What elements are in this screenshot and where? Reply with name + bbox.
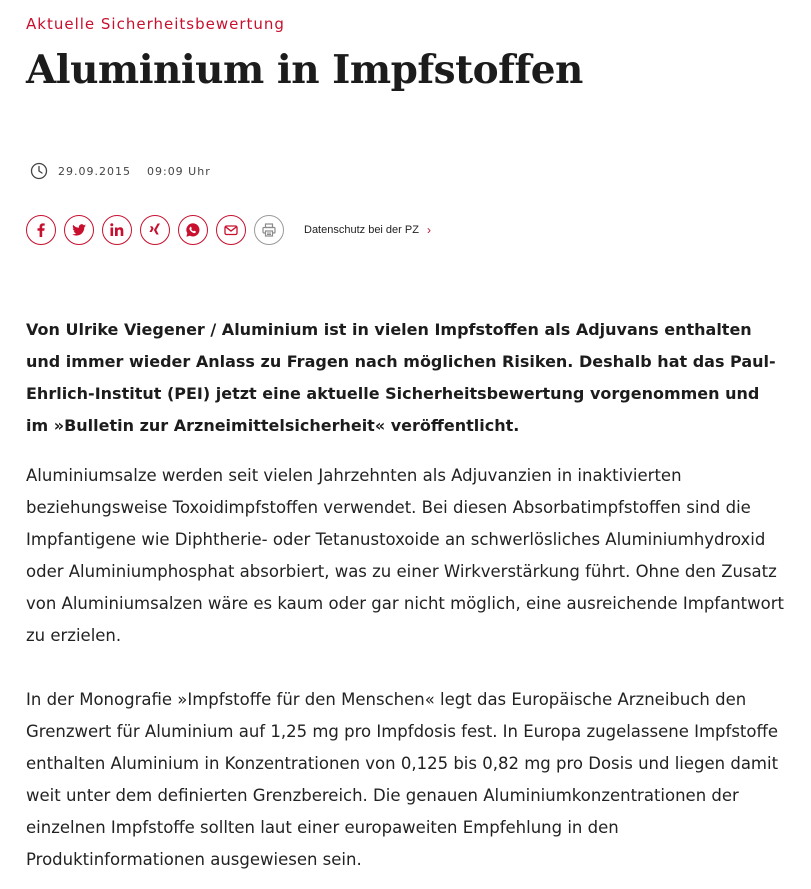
share-twitter-button[interactable] xyxy=(64,215,94,245)
share-whatsapp-button[interactable] xyxy=(178,215,208,245)
privacy-link-label: Datenschutz bei der PZ xyxy=(304,224,419,236)
linkedin-icon xyxy=(109,222,125,238)
article-kicker: Aktuelle Sicherheitsbewertung xyxy=(26,15,285,33)
share-linkedin-button[interactable] xyxy=(102,215,132,245)
share-facebook-button[interactable] xyxy=(26,215,56,245)
clock-icon xyxy=(30,162,48,180)
share-mail-button[interactable] xyxy=(216,215,246,245)
whatsapp-icon xyxy=(185,222,201,238)
article-dateline xyxy=(30,162,211,180)
article-paragraph: In der Monografie »Impfstoffe für den Menschen« legt das Europäische Arzneibuch den Grenzwert für Aluminium auf 1,25 mg pro Impfdosis fest. In Europa zugelassene Impfstoffe enthalten Aluminium in Konzentrationen von 0,125 bis 0,82 mg pro Dosis und liegen damit weit unter dem definierten Grenzbereich. Die genauen Aluminiumkonzentrationen der einzelnen Impfstoffe sollten laut einer europaweiten Empfehlung in den Produktinformationen ausgewiesen sein. xyxy=(26,690,779,869)
chevron-right-icon: › xyxy=(426,223,431,237)
xing-icon xyxy=(147,222,163,238)
article-lead: Von Ulrike Viegener / Aluminium ist in vielen Impfstoffen als Adjuvans enthalten und immer wieder Anlass zu Fragen nach möglichen Risiken. Deshalb hat das Paul-Ehrlich-Institut (PEI) jetzt eine aktuelle Sicherheitsbewertung vorgenommen und im »Bulletin zur Arzneimittelsicherheit« veröffentlicht. xyxy=(26,320,776,435)
twitter-icon xyxy=(71,222,87,238)
share-bar xyxy=(26,215,431,245)
share-xing-button[interactable] xyxy=(140,215,170,245)
publish-date: 29.09.2015 xyxy=(58,164,131,178)
print-icon xyxy=(261,222,277,238)
article-title: Aluminium in Impfstoffen xyxy=(26,47,583,93)
publish-time: 09:09 Uhr xyxy=(146,164,211,178)
facebook-icon xyxy=(33,222,49,238)
mail-icon xyxy=(223,222,239,238)
privacy-link[interactable] xyxy=(304,223,431,237)
print-button[interactable] xyxy=(254,215,284,245)
article-paragraph: Aluminiumsalze werden seit vielen Jahrzehnten als Adjuvanzien in inaktivierten beziehungsweise Toxoidimpfstoffen verwendet. Bei diesen Absorbatimpfstoffen sind die Impfantigene wie Diphtherie- oder Tetanustoxoide an schwerlösliches Aluminiumhydroxid oder Aluminiumphosphat absorbiert, was zu einer Wirkverstärkung führt. Ohne den Zusatz von Aluminiumsalzen wäre es kaum oder gar nicht möglich, eine ausreichende Impfantwort zu erzielen. xyxy=(26,466,784,645)
